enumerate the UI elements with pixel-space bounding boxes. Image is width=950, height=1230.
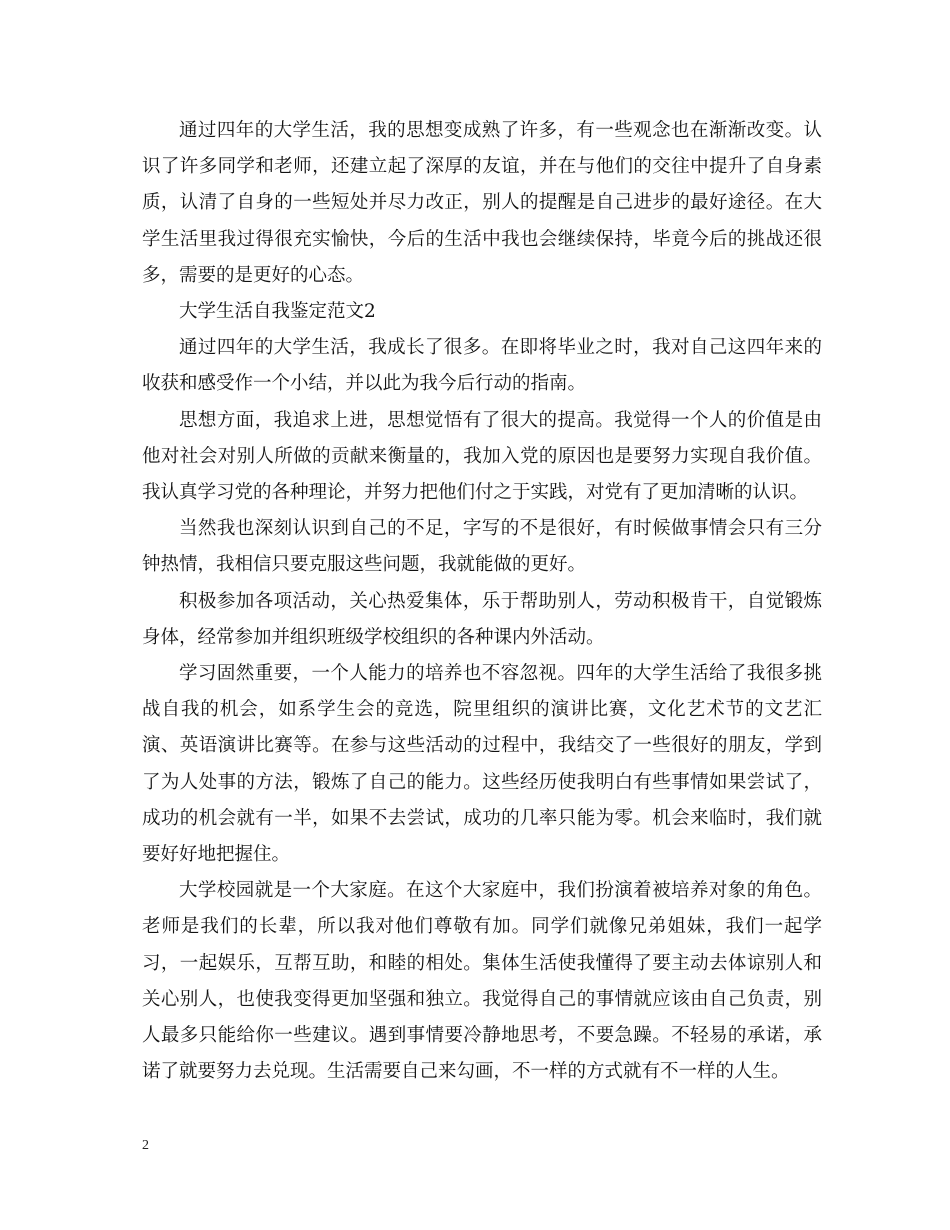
- paragraph-reflection: 通过四年的大学生活，我的思想变成熟了许多，有一些观念也在渐渐改变。认识了许多同学和老师，还建立起了深厚的友谊，并在与他们的交往中提升了自身素质，认清了自身的一些短处并尽力改正，别人的提醒是自己进步的最好途径。在大学生活里我过得很充实愉快，今后的生活中我也会继续保持，毕竟今后的挑战还很多，需要的是更好的心态。: [142, 120, 822, 286]
- paragraph-activities: 积极参加各项活动，关心热爱集体，乐于帮助别人，劳动积极肯干，自觉锻炼身体，经常参加并组织班级学校组织的各种课内外活动。: [142, 590, 822, 648]
- paragraph-ideology: 思想方面，我追求上进，思想觉悟有了很大的提高。我觉得一个人的价值是由他对社会对别人所做的贡献来衡量的，我加入党的原因也是要努力实现自我价值。我认真学习党的各种理论，并努力把他们付之于实践，对党有了更加清晰的认识。: [142, 409, 822, 504]
- section-heading: 大学生活自我鉴定范文2: [179, 301, 376, 323]
- paragraph-abilities: 学习固然重要，一个人能力的培养也不容忽视。四年的大学生活给了我很多挑战自我的机会，如系学生会的竞选，院里组织的演讲比赛，文化艺术节的文艺汇演、英语演讲比赛等。在参与这些活动的过程中，我结交了一些很好的朋友，学到了为人处事的方法，锻炼了自己的能力。这些经历使我明白有些事情如果尝试了，成功的机会就有一半，如果不去尝试，成功的几率只能为零。机会来临时，我们就要好好地把握住。: [142, 663, 822, 866]
- page-number: 2: [142, 1138, 149, 1153]
- document-body: [142, 113, 822, 1090]
- paragraph-intro: 通过四年的大学生活，我成长了很多。在即将毕业之时，我对自己这四年来的收获和感受作一个小结，并以此为我今后行动的指南。: [142, 337, 822, 395]
- paragraph-shortcomings: 当然我也深刻认识到自己的不足，字写的不是很好，有时候做事情会只有三分钟热情，我相信只要克服这些问题，我就能做的更好。: [142, 518, 822, 576]
- paragraph-campus-family: 大学校园就是一个大家庭。在这个大家庭中，我们扮演着被培养对象的角色。老师是我们的长辈，所以我对他们尊敬有加。同学们就像兄弟姐妹，我们一起学习，一起娱乐，互帮互助，和睦的相处。集体生活使我懂得了要主动去体谅别人和关心别人，也使我变得更加坚强和独立。我觉得自己的事情就应该由自己负责，别人最多只能给你一些建议。遇到事情要冷静地思考，不要急躁。不轻易的承诺，承诺了就要努力去兑现。生活需要自己来勾画，不一样的方式就有不一样的人生。: [142, 880, 822, 1083]
